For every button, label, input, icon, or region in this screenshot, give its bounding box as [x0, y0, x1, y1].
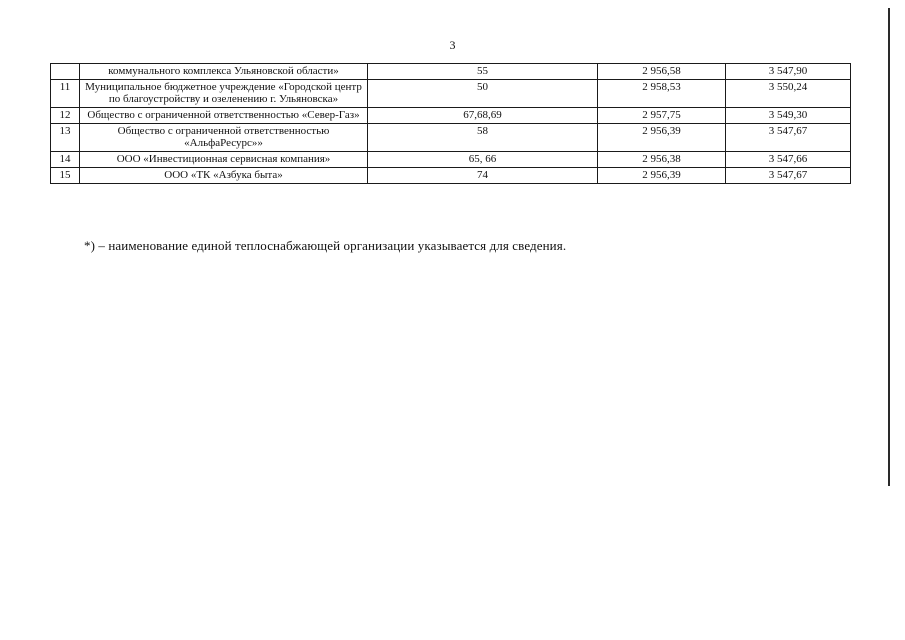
tariff-value-cell: 2 956,38	[598, 152, 726, 168]
tariff-vat-value-cell: 3 547,66	[726, 152, 851, 168]
district-cell: 67,68,69	[368, 108, 598, 124]
district-cell: 58	[368, 124, 598, 152]
district-cell: 50	[368, 80, 598, 108]
row-number-cell: 15	[51, 168, 80, 184]
table-row	[51, 64, 851, 80]
table-row	[51, 108, 851, 124]
organization-name-cell: Общество с ограниченной ответственностью «АльфаРесурс»»	[80, 124, 368, 152]
tariff-vat-value-cell: 3 549,30	[726, 108, 851, 124]
district-cell: 65, 66	[368, 152, 598, 168]
row-number-cell: 11	[51, 80, 80, 108]
row-number-cell: 12	[51, 108, 80, 124]
tariff-value-cell: 2 957,75	[598, 108, 726, 124]
tariff-vat-value-cell: 3 550,24	[726, 80, 851, 108]
tariff-value-cell: 2 956,39	[598, 168, 726, 184]
district-cell: 55	[368, 64, 598, 80]
tariff-value-cell: 2 958,53	[598, 80, 726, 108]
table-row	[51, 80, 851, 108]
organization-name-cell: коммунального комплекса Ульяновской области»	[80, 64, 368, 80]
page-number: 3	[449, 38, 456, 52]
organization-name-cell: Общество с ограниченной ответственностью «Север-Газ»	[80, 108, 368, 124]
tariff-vat-value-cell: 3 547,90	[726, 64, 851, 80]
page-edge-line	[888, 8, 890, 486]
table-row	[51, 168, 851, 184]
organization-name-cell: Муниципальное бюджетное учреждение «Городской центр по благоустройству и озеленению г. Ульяновска»	[80, 80, 368, 108]
organization-name-cell: ООО «Инвестиционная сервисная компания»	[80, 152, 368, 168]
district-cell: 74	[368, 168, 598, 184]
row-number-cell: 13	[51, 124, 80, 152]
tariff-value-cell: 2 956,39	[598, 124, 726, 152]
organization-name-cell: ООО «ТК «Азбука быта»	[80, 168, 368, 184]
tariff-table	[50, 63, 851, 184]
footnote: *) – наименование единой теплоснабжающей организации указывается для сведения.	[84, 238, 567, 253]
tariff-vat-value-cell: 3 547,67	[726, 124, 851, 152]
row-number-cell: 14	[51, 152, 80, 168]
row-number-cell	[51, 64, 80, 80]
tariff-vat-value-cell: 3 547,67	[726, 168, 851, 184]
table-row	[51, 152, 851, 168]
table-row	[51, 124, 851, 152]
tariff-value-cell: 2 956,58	[598, 64, 726, 80]
